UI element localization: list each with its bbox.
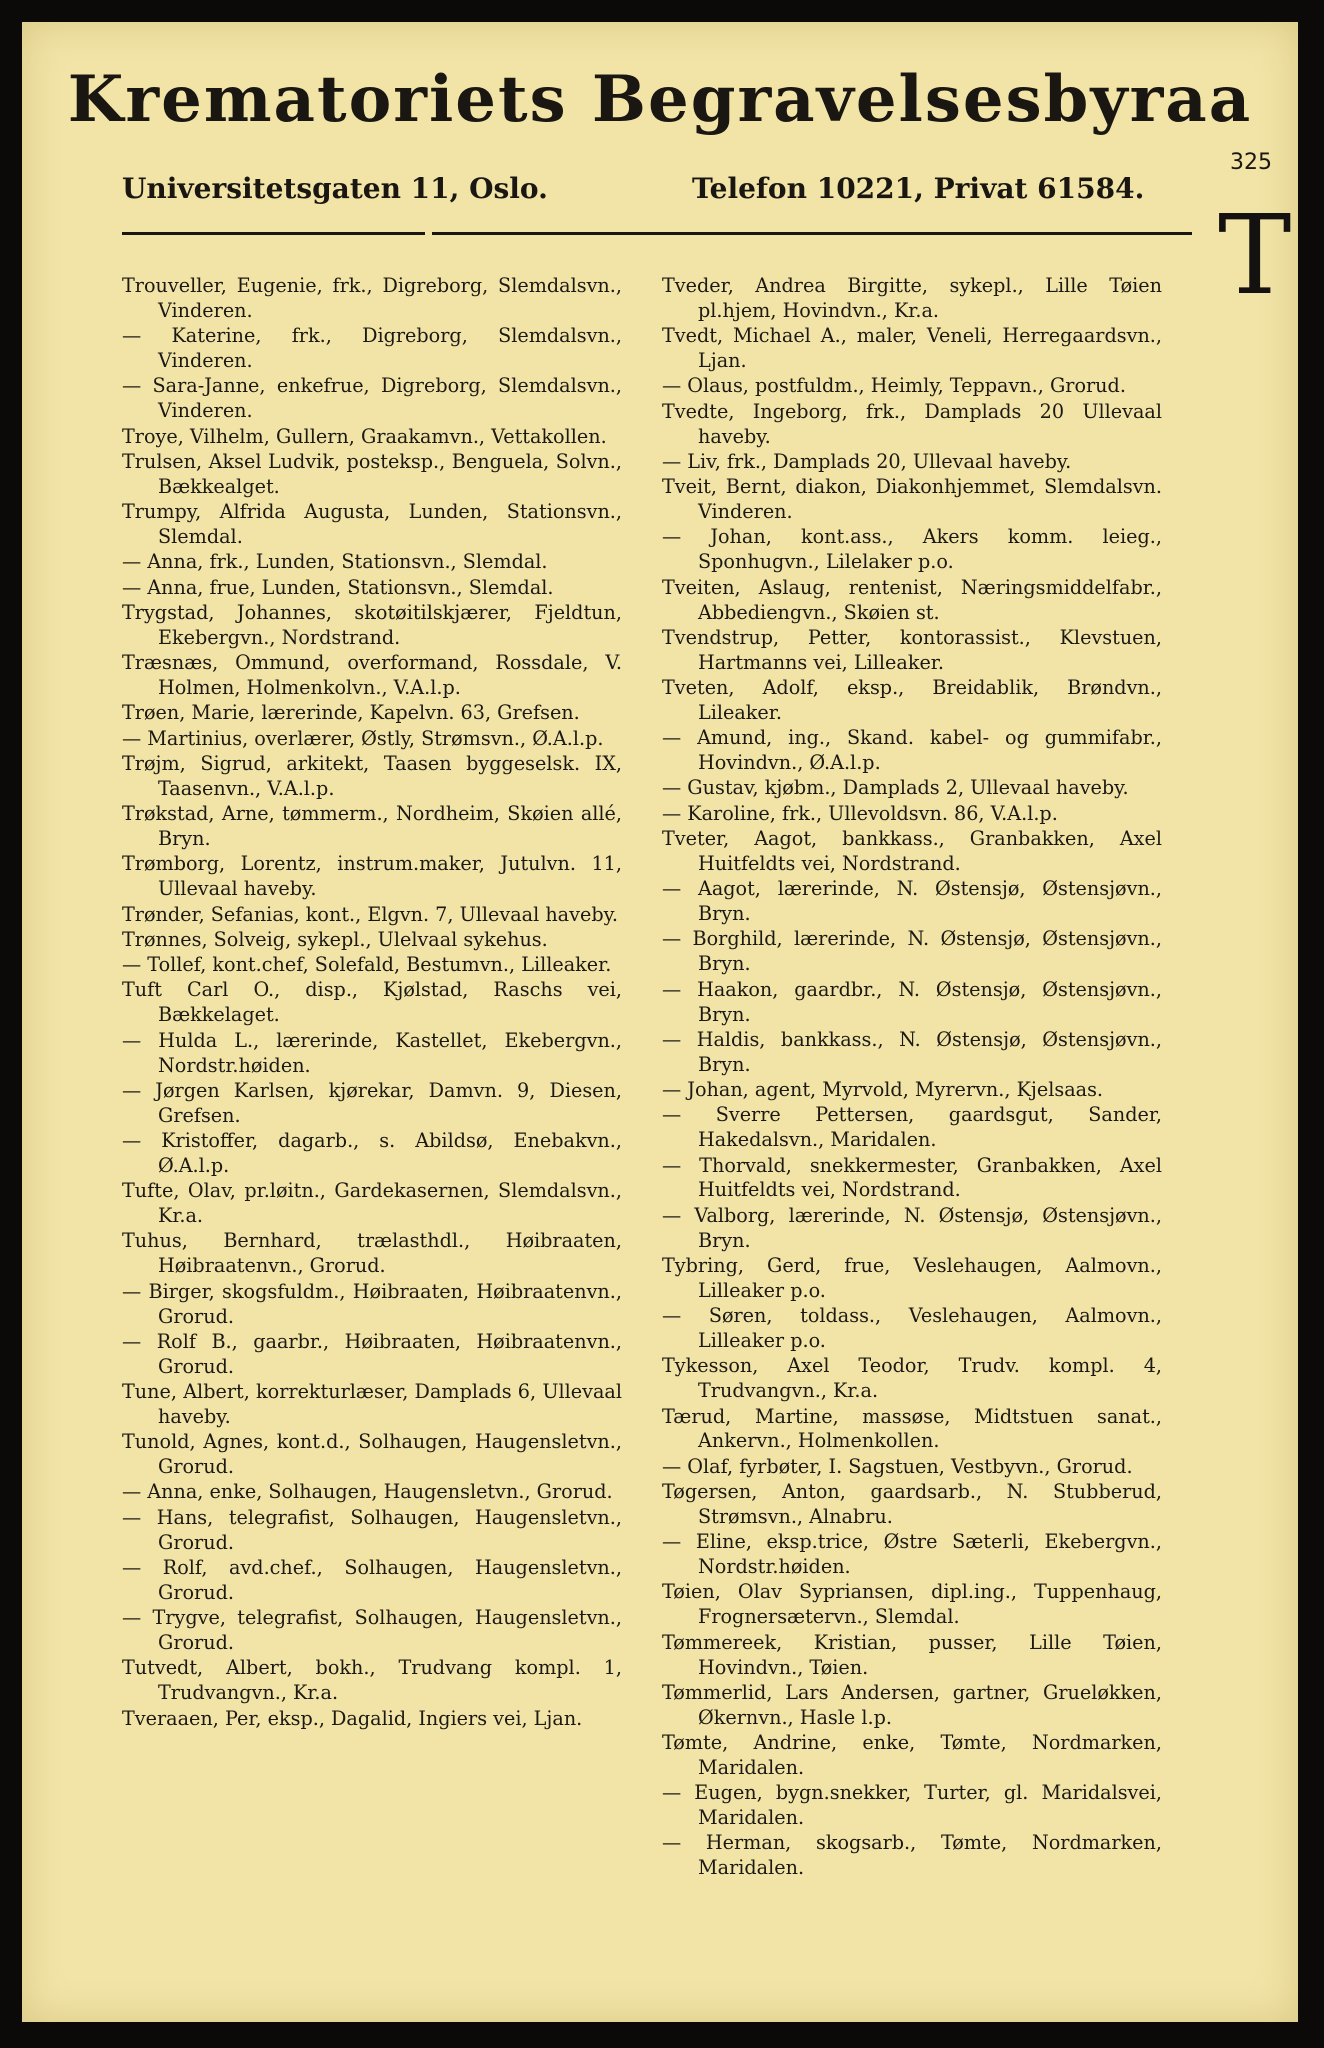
directory-entry: — Anna, frue, Lunden, Stationsvn., Slemdal. <box>122 575 554 599</box>
directory-entry: — Hans, telegrafist, Solhaugen, Haugensletvn., Grorud. <box>122 1505 622 1554</box>
directory-entry: Trumpy, Alfrida Augusta, Lunden, Stationsvn., Slemdal. <box>122 500 622 549</box>
directory-entry: — Haldis, bankkass., N. Østensjø, Østensjøvn., Bryn. <box>662 1027 1162 1076</box>
directory-entry: — Katerine, frk., Digreborg, Slemdalsvn., Vinderen. <box>122 324 622 373</box>
directory-entry: Tunold, Agnes, kont.d., Solhaugen, Haugensletvn., Grorud. <box>122 1430 622 1479</box>
header-phone: Telefon 10221, Privat 61584. <box>692 172 1145 205</box>
right-column <box>662 274 1162 1882</box>
directory-entry: — Karoline, frk., Ullevoldsvn. 86, V.A.l.p. <box>662 801 1058 825</box>
section-letter: T <box>1218 191 1292 319</box>
directory-entry: — Trygve, telegrafist, Solhaugen, Haugensletvn., Grorud. <box>122 1606 622 1655</box>
directory-entry: — Johan, agent, Myrvold, Myrervn., Kjelsaas. <box>662 1078 1104 1102</box>
directory-entry: — Aagot, lærerinde, N. Østensjø, Østensjøvn., Bryn. <box>662 877 1162 926</box>
directory-entry: — Amund, ing., Skand. kabel- og gummifabr., Hovindvn., Ø.A.l.p. <box>662 726 1162 775</box>
directory-entry: — Martinius, overlærer, Østly, Strømsvn., Ø.A.l.p. <box>122 726 604 750</box>
page-title: Krematoriets Begravelsesbyraa <box>67 62 1253 137</box>
directory-entry: Tuhus, Bernhard, trælasthdl., Høibraaten, Høibraatenvn., Grorud. <box>122 1229 622 1278</box>
header-address: Universitetsgaten 11, Oslo. <box>122 172 548 205</box>
directory-entry: — Birger, skogsfuldm., Høibraaten, Høibraatenvn., Grorud. <box>122 1279 622 1328</box>
directory-entry: Trømborg, Lorentz, instrum.maker, Jutulvn. 11, Ullevaal haveby. <box>122 852 622 901</box>
directory-entry: Tutvedt, Albert, bokh., Trudvang kompl. 1, Trudvangvn., Kr.a. <box>122 1656 622 1705</box>
directory-entry: — Eline, eksp.trice, Østre Sæterli, Ekebergvn., Nordstr.høiden. <box>662 1530 1162 1579</box>
directory-entry: — Tollef, kont.chef, Solefald, Bestumvn., Lilleaker. <box>122 953 612 977</box>
directory-entry: — Haakon, gaardbr., N. Østensjø, Østensjøvn., Bryn. <box>662 977 1162 1026</box>
directory-entry: Tuft Carl O., disp., Kjølstad, Raschs vei, Bækkelaget. <box>122 978 622 1027</box>
directory-entry: — Sara-Janne, enkefrue, Digreborg, Slemdalsvn., Vinderen. <box>122 374 622 423</box>
directory-entry: Trønder, Sefanias, kont., Elgvn. 7, Ullevaal haveby. <box>122 902 618 926</box>
directory-entry: Trouveller, Eugenie, frk., Digreborg, Slemdalsvn., Vinderen. <box>122 274 622 322</box>
directory-entry: Tøien, Olav Sypriansen, dipl.ing., Tuppenhaug, Frognersætervn., Slemdal. <box>662 1580 1162 1629</box>
directory-entry: — Søren, toldass., Veslehaugen, Aalmovn., Lilleaker p.o. <box>662 1304 1162 1353</box>
directory-entry: — Valborg, lærerinde, N. Østensjø, Østensjøvn., Bryn. <box>662 1203 1162 1252</box>
directory-entry: Trulsen, Aksel Ludvik, posteksp., Benguela, Solvn., Bækkealget. <box>122 449 622 498</box>
directory-entry: — Jørgen Karlsen, kjørekar, Damvn. 9, Diesen, Grefsen. <box>122 1078 622 1127</box>
directory-entry: Tveraaen, Per, eksp., Dagalid, Ingiers vei, Ljan. <box>122 1706 583 1730</box>
directory-entry: Tømmerlid, Lars Andersen, gartner, Grueløkken, Økernvn., Hasle l.p. <box>662 1680 1162 1729</box>
directory-entry: — Olaf, fyrbøter, I. Sagstuen, Vestbyvn., Grorud. <box>662 1454 1133 1478</box>
directory-entry: Tømte, Andrine, enke, Tømte, Nordmarken, Maridalen. <box>662 1731 1162 1779</box>
header-rule-left <box>122 232 425 235</box>
directory-entry: Tvendstrup, Petter, kontorassist., Klevstuen, Hartmanns vei, Lilleaker. <box>662 625 1162 674</box>
directory-entry: — Hulda L., lærerinde, Kastellet, Ekebergvn., Nordstr.høiden. <box>122 1028 622 1077</box>
directory-entry: Tveder, Andrea Birgitte, sykepl., Lille Tøien pl.hjem, Hovindvn., Kr.a. <box>662 274 1162 322</box>
directory-entry: Træsnæs, Ommund, overformand, Rossdale, V. Holmen, Holmenkolvn., V.A.l.p. <box>122 651 622 700</box>
directory-entry: Trønnes, Solveig, sykepl., Ulelvaal sykehus. <box>122 927 548 951</box>
directory-entry: — Anna, enke, Solhaugen, Haugensletvn., Grorud. <box>122 1480 613 1504</box>
directory-page <box>22 22 1298 2022</box>
directory-entry: Tveten, Adolf, eksp., Breidablik, Brøndvn., Lileaker. <box>662 676 1162 724</box>
directory-entry: — Thorvald, snekkermester, Granbakken, Axel Huitfeldts vei, Nordstrand. <box>662 1153 1162 1202</box>
directory-entry: Tybring, Gerd, frue, Veslehaugen, Aalmovn., Lilleaker p.o. <box>662 1253 1162 1302</box>
directory-entry: Tvedt, Michael A., maler, Veneli, Herregaardsvn., Ljan. <box>662 324 1162 373</box>
directory-entry: — Olaus, postfuldm., Heimly, Teppavn., Grorud. <box>662 374 1126 398</box>
directory-entry: Trøkstad, Arne, tømmerm., Nordheim, Skøien allé, Bryn. <box>122 802 622 851</box>
directory-entry: Tune, Albert, korrekturlæser, Damplads 6, Ullevaal haveby. <box>122 1380 622 1428</box>
directory-entry: — Herman, skogsarb., Tømte, Nordmarken, Maridalen. <box>662 1831 1162 1880</box>
page-number: 325 <box>1230 150 1272 175</box>
directory-entry: — Borghild, lærerinde, N. Østensjø, Østensjøvn., Bryn. <box>662 927 1162 976</box>
directory-entry: Tømmereek, Kristian, pusser, Lille Tøien, Hovindvn., Tøien. <box>662 1630 1162 1679</box>
directory-entry: — Eugen, bygn.snekker, Turter, gl. Maridalsvei, Maridalen. <box>662 1781 1162 1830</box>
directory-entry: Trøjm, Sigrud, arkitekt, Taasen byggeselsk. IX, Taasenvn., V.A.l.p. <box>122 751 622 800</box>
directory-entry: Tærud, Martine, massøse, Midtstuen sanat., Ankervn., Holmenkollen. <box>662 1404 1162 1453</box>
directory-entry: Tveit, Bernt, diakon, Diakonhjemmet, Slemdalsvn. Vinderen. <box>662 475 1162 524</box>
directory-entry: — Kristoffer, dagarb., s. Abildsø, Enebakvn., Ø.A.l.p. <box>122 1129 622 1177</box>
directory-entry: Tufte, Olav, pr.løitn., Gardekasernen, Slemdalsvn., Kr.a. <box>122 1179 622 1228</box>
header-rule-right <box>432 232 1192 235</box>
directory-entry: Tveter, Aagot, bankkass., Granbakken, Axel Huitfeldts vei, Nordstrand. <box>662 827 1162 875</box>
directory-entry: — Rolf, avd.chef., Solhaugen, Haugensletvn., Grorud. <box>122 1555 622 1604</box>
directory-entry: Trøen, Marie, lærerinde, Kapelvn. 63, Grefsen. <box>122 701 580 725</box>
directory-entry: Trygstad, Johannes, skotøitilskjærer, Fjeldtun, Ekebergvn., Nordstrand. <box>122 600 622 649</box>
directory-entry: — Rolf B., gaarbr., Høibraaten, Høibraatenvn., Grorud. <box>122 1329 622 1378</box>
directory-entry: Tvedte, Ingeborg, frk., Damplads 20 Ullevaal haveby. <box>662 399 1162 448</box>
directory-entry: — Sverre Pettersen, gaardsgut, Sander, Hakedalsvn., Maridalen. <box>662 1103 1162 1152</box>
directory-entry: Tykesson, Axel Teodor, Trudv. kompl. 4, Trudvangvn., Kr.a. <box>662 1354 1162 1403</box>
directory-entry: — Gustav, kjøbm., Damplads 2, Ullevaal haveby. <box>662 776 1129 800</box>
directory-entry: — Johan, kont.ass., Akers komm. leieg., Sponhugvn., Lilelaker p.o. <box>662 525 1162 574</box>
directory-entry: Troye, Vilhelm, Gullern, Graakamvn., Vettakollen. <box>122 424 607 448</box>
directory-entry: Tveiten, Aslaug, rentenist, Næringsmiddelfabr., Abbediengvn., Skøien st. <box>662 575 1162 624</box>
directory-entry: — Liv, frk., Damplads 20, Ullevaal haveby. <box>662 449 1072 473</box>
directory-entry: Tøgersen, Anton, gaardsarb., N. Stubberud, Strømsvn., Alnabru. <box>662 1480 1162 1528</box>
directory-entry: — Anna, frk., Lunden, Stationsvn., Slemdal. <box>122 550 548 574</box>
left-column <box>122 274 622 1732</box>
